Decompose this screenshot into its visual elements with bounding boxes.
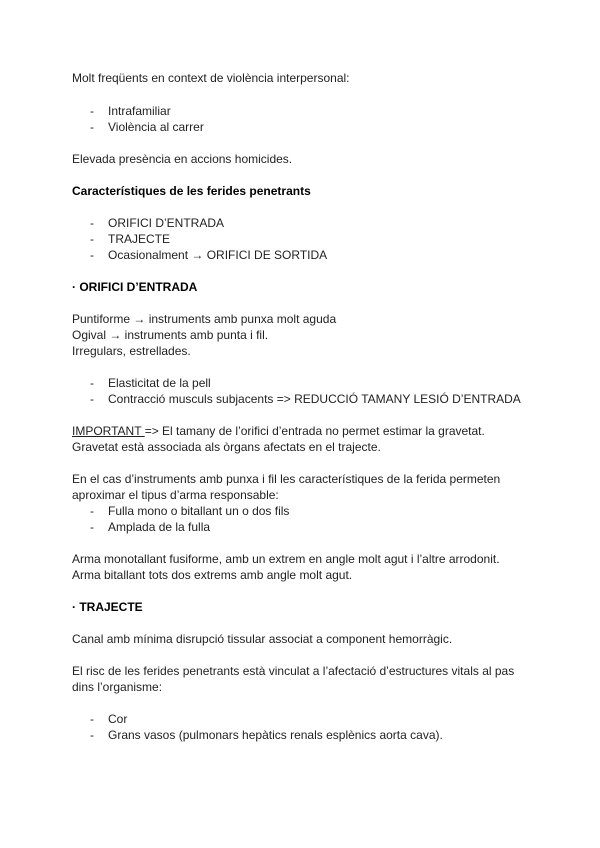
subheading-orifici-entrada: · ORIFICI D’ENTRADA — [72, 280, 198, 294]
paragraph-line: Ogival → instruments amb punta i fil. — [72, 328, 269, 342]
homicides-text: Elevada presència en accions homicides. — [72, 152, 293, 166]
bullet-dash: - — [90, 392, 94, 406]
list-item-text: Ocasionalment → ORIFICI DE SORTIDA — [108, 248, 328, 262]
list-item-text: Elasticitat de la pell — [108, 376, 211, 390]
list-item-text: TRAJECTE — [108, 232, 171, 246]
bullet-dash: - — [90, 120, 94, 134]
list-item-text: Intrafamiliar — [108, 104, 171, 118]
list-item-text: Grans vasos (pulmonars hepàtics renals esplènics aorta cava). — [108, 728, 443, 742]
bullet-dash: - — [90, 728, 94, 742]
paragraph-line: dins l’organisme: — [72, 680, 163, 694]
section-heading: Característiques de les ferides penetrants — [72, 184, 311, 198]
bullet-dash: - — [90, 712, 94, 726]
paragraph-line: aproximar el tipus d’arma responsable: — [72, 488, 279, 502]
important-label: IMPORTANT — [72, 424, 145, 438]
paragraph-line: Puntiforme → instruments amb punxa molt aguda — [72, 312, 337, 326]
paragraph-line: Gravetat està associada als òrgans afectats en el trajecte. — [72, 440, 381, 454]
paragraph-line: Arma bitallant tots dos extrems amb angle molt agut. — [72, 568, 353, 582]
bullet-dash: - — [90, 504, 94, 518]
intro-text: Molt freqüents en context de violència interpersonal: — [72, 71, 350, 85]
list-item-text: ORIFICI D’ENTRADA — [108, 216, 225, 230]
bullet-dash: - — [90, 216, 94, 230]
bullet-dash: - — [90, 376, 94, 390]
list-item-text: Fulla mono o bitallant un o dos fils — [108, 504, 290, 518]
paragraph-line: En el cas d’instruments amb punxa i fil les característiques de la ferida permeten — [72, 472, 501, 486]
subheading-trajecte: · TRAJECTE — [72, 600, 143, 614]
list-item-text: Cor — [108, 712, 128, 726]
paragraph-line: Canal amb mínima disrupció tissular associat a component hemorràgic. — [72, 632, 453, 646]
important-line — [72, 423, 485, 439]
bullet-dash: - — [90, 232, 94, 246]
paragraph-line: El risc de les ferides penetrants està vinculat a l’afectació d’estructures vitals al pas — [72, 664, 515, 678]
bullet-dash: - — [90, 104, 94, 118]
bullet-dash: - — [90, 520, 94, 534]
list-item-text: Violència al carrer — [108, 120, 204, 134]
list-item-text: Amplada de la fulla — [108, 520, 211, 534]
paragraph-line: Arma monotallant fusiforme, amb un extrem en angle molt agut i l’altre arrodonit. — [72, 552, 500, 566]
important-text: => El tamany de l’orifici d’entrada no permet estimar la gravetat. — [144, 424, 485, 438]
bullet-dash: - — [90, 248, 94, 262]
paragraph-line: Irregulars, estrellades. — [72, 344, 191, 358]
list-item-text: Contracció musculs subjacents => REDUCCIÓ TAMANY LESIÓ D’ENTRADA — [108, 392, 521, 406]
